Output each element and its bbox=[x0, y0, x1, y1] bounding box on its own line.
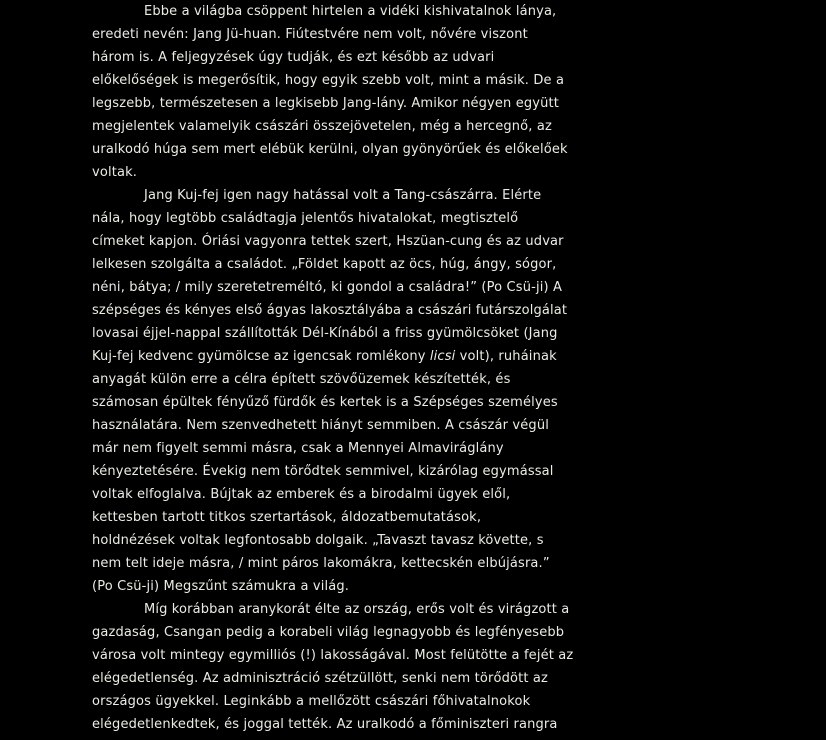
italic-term: licsi bbox=[429, 349, 456, 364]
text-line: három is. A feljegyzések úgy tudják, és ezt később az udvari bbox=[92, 50, 495, 65]
text-line: legszebb, természetesen a legkisebb Jang-lány. Amikor négyen együtt bbox=[92, 96, 559, 111]
text-line: uralkodó húga sem mert elébük kerülni, olyan gyönyörűek és előkelőek bbox=[92, 142, 568, 157]
text-line: lovasai éjjel-nappal szállították Dél-Kínából a friss gyümölcsöket (Jang bbox=[92, 326, 558, 341]
text-line: Míg korábban aranykorát élte az ország, erős volt és virágzott a bbox=[144, 602, 570, 617]
text-line: Jang Kuj-fej igen nagy hatással volt a Tang-császárra. Elérte bbox=[144, 188, 542, 203]
text-line: nála, hogy legtöbb családtagja jelentős hivatalokat, megtisztelő bbox=[92, 211, 519, 226]
text-line: holdnézések voltak legfontosabb dolgaik. „Tavaszt tavasz követte, s bbox=[92, 533, 544, 548]
text-line: eredeti nevén: Jang Jü-huan. Fiútestvére nem volt, nővére viszont bbox=[92, 27, 528, 42]
text-line: néni, bátya; / mily szeretetreméltó, ki gondol a családra!” (Po Csü-ji) A bbox=[92, 280, 563, 295]
text-line: Ebbe a világba csöppent hirtelen a vidéki kishivatalnok lánya, bbox=[144, 4, 557, 19]
text-line: városa volt mintegy egymilliós (!) lakosságával. Most felütötte a fejét az bbox=[92, 648, 574, 663]
text-line: címeket kapjon. Óriási vagyonra tettek szert, Hszüan-cung és az udvar bbox=[92, 234, 564, 249]
document-page bbox=[92, 0, 574, 736]
text-segment: Kuj-fej kedvenc gyümölcse az igencsak romlékony bbox=[92, 349, 430, 364]
text-segment: volt), ruháinak bbox=[455, 349, 557, 364]
text-line: kényeztetésére. Évekig nem törődtek semmivel, kizárólag egymással bbox=[92, 464, 554, 479]
text-line: előkelőségek is megerősítik, hogy egyik szebb volt, mint a másik. De a bbox=[92, 73, 565, 88]
text-line: már nem figyelt semmi másra, csak a Mennyei Almaviráglány bbox=[92, 441, 504, 456]
text-line: elégedetlenség. Az adminisztráció szétzüllött, senki nem törődött az bbox=[92, 671, 548, 686]
text-line: voltak. bbox=[92, 165, 138, 180]
text-line: elégedetlenkedtek, és joggal tették. Az uralkodó a főminiszteri rangra bbox=[92, 717, 558, 732]
text-line: nem telt ideje másra, / mint páros lakomákra, kettecskén elbújásra.” bbox=[92, 556, 550, 571]
text-line: megjelentek valamelyik császári összejövetelen, még a hercegnő, az bbox=[92, 119, 552, 134]
text-line: lelkesen szolgálta a családot. „Földet kapott az öcs, húg, ángy, sógor, bbox=[92, 257, 557, 272]
text-line: voltak elfoglalva. Bújtak az emberek és a birodalmi ügyek elől, bbox=[92, 487, 511, 502]
text-line: (Po Csü-ji) Megszűnt számukra a világ. bbox=[92, 579, 350, 594]
text-line: anyagát külön erre a célra épített szövőüzemek készítették, és bbox=[92, 372, 511, 387]
text-line: szépséges és kényes első ágyas lakosztályába a császári futárszolgálat bbox=[92, 303, 568, 318]
text-line: számosan épültek fényűző fürdők és kertek is a Szépséges személyes bbox=[92, 395, 558, 410]
text-line: használatára. Nem szenvedhetett hiányt semmiben. A császár végül bbox=[92, 418, 549, 433]
text-line: kettesben tartott titkos szertartások, áldozatbemutatások, bbox=[92, 510, 482, 525]
text-line: országos ügyekkel. Leginkább a mellőzött császári főhivatalnokok bbox=[92, 694, 531, 709]
text-line: gazdaság, Csangan pedig a korabeli világ legnagyobb és legfényesebb bbox=[92, 625, 565, 640]
text-line bbox=[92, 345, 562, 368]
